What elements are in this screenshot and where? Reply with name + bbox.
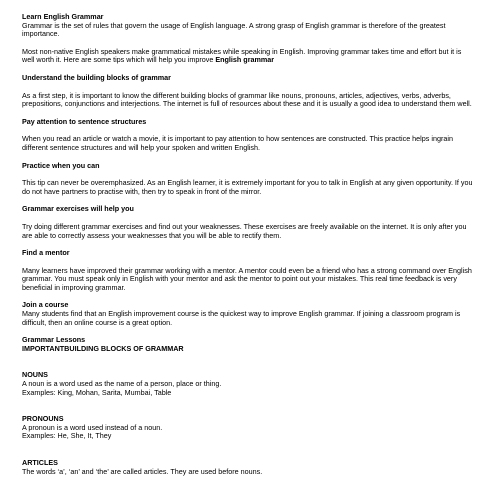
learn-text: Grammar is the set of rules that govern the usage of English language. A strong grasp of English grammar is therefore of the greatest importance. bbox=[22, 20, 446, 39]
blocks-text: As a first step, it is important to know the different building blocks of grammar like nouns, pronouns, articles, adjectives, verbs, adverbs, prepositions, conjunctions and interjections. The internet is full of resources about these and it is usually a good idea to understand them well. bbox=[22, 90, 472, 109]
practice-heading: Practice when you can bbox=[22, 160, 100, 170]
nouns-definition: A noun is a word used as the name of a person, place or thing. bbox=[22, 379, 222, 389]
blocks-heading: Understand the building blocks of grammar bbox=[22, 72, 171, 82]
pronouns-definition: A pronoun is a word used instead of a noun. bbox=[22, 422, 163, 432]
practice-text: This tip can never be overemphasized. As an English learner, it is extremely important for you to talk in English at any given opportunity. If you do not have partners to practise with, then try to speak in front of the mirror. bbox=[22, 178, 473, 196]
pronouns-examples: Examples: He, She, It, They bbox=[22, 431, 112, 441]
structures-text: When you read an article or watch a movie, it is important to pay attention to how sentences are constructed. This practice helps ingrain different sentence structures and will help your spoken and written English. bbox=[22, 134, 453, 152]
pronouns-heading: PRONOUNS bbox=[22, 414, 64, 424]
structures-heading: Pay attention to sentence structures bbox=[22, 116, 147, 126]
exercises-text: Try doing different grammar exercises and find out your weaknesses. These exercises are freely available on the internet. It is only after you are able to correctly assess your weaknesses that you will be able to rectify them. bbox=[22, 221, 467, 240]
intro-text: Most non-native English speakers make grammatical mistakes while speaking in English. Improving grammar takes time and effort but it is well worth it. Here are some tips which will help you improve bbox=[22, 46, 462, 65]
articles-definition: The words ‘a’, ‘an’ and ‘the’ are called articles. They are used before nouns. bbox=[22, 466, 263, 476]
exercises-heading: Grammar exercises will help you bbox=[22, 204, 134, 214]
learn-heading: Learn English Grammar bbox=[22, 12, 104, 21]
lessons-heading: Grammar Lessons bbox=[22, 335, 86, 345]
course-text: Many students find that an English improvement course is the quickest way to improve English grammar. If joining a classroom program is difficult, then an online course is a great option. bbox=[22, 309, 461, 327]
mentor-heading: Find a mentor bbox=[22, 248, 70, 258]
intro-paragraph bbox=[22, 48, 473, 65]
lessons-subheading: IMPORTANTBUILDING BLOCKS OF GRAMMAR bbox=[22, 343, 184, 353]
mentor-text: Many learners have improved their grammar working with a mentor. A mentor could even be a friend who has a strong command over English grammar. You must speak only in English with your mentor and ask the mentor to point out your mistakes. This real time feedback is very beneficial in improving grammar. bbox=[22, 265, 472, 292]
nouns-heading: NOUNS bbox=[22, 370, 48, 380]
articles-heading: ARTICLES bbox=[22, 458, 58, 467]
nouns-examples: Examples: King, Mohan, Sarita, Mumbai, Table bbox=[22, 387, 172, 397]
intro-bold-text: English grammar bbox=[215, 55, 275, 65]
course-heading: Join a course bbox=[22, 300, 69, 310]
